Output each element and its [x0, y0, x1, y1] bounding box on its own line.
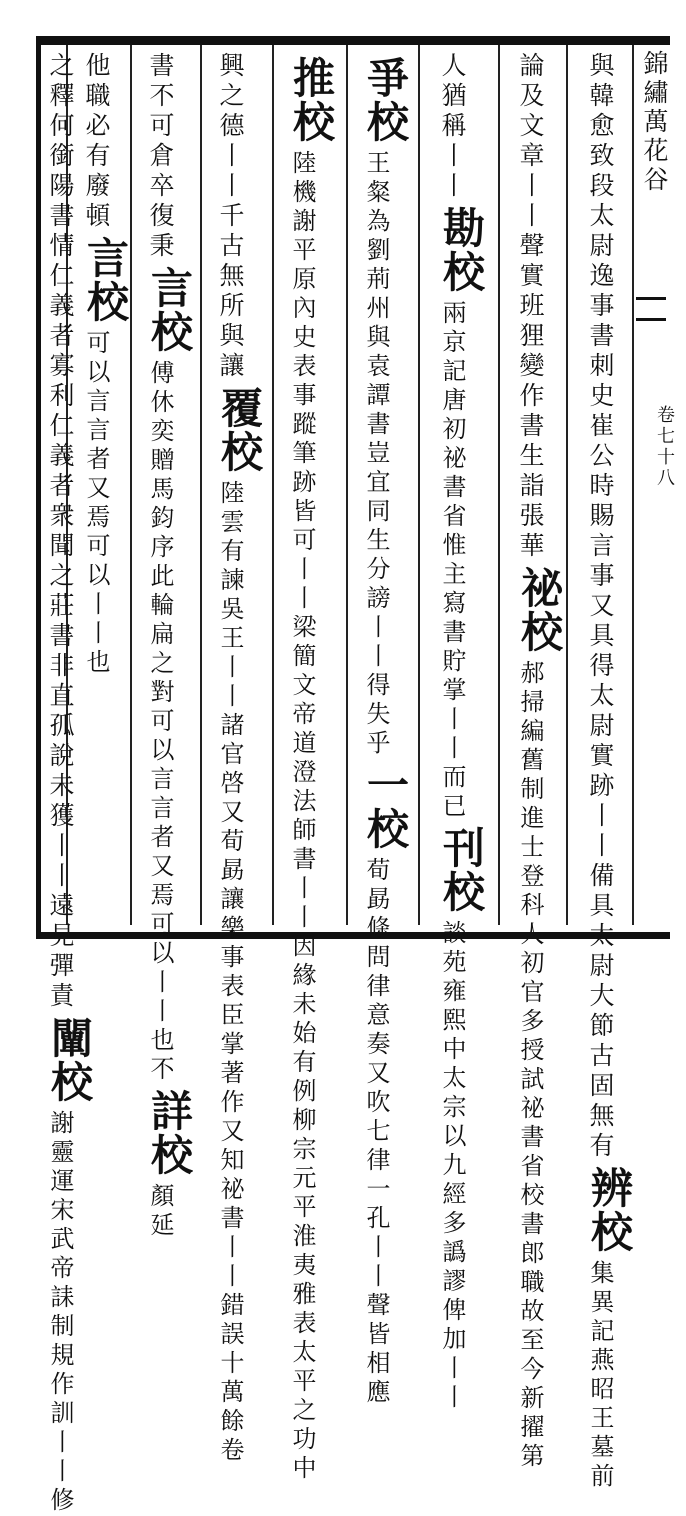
- entry-heading: 祕校: [515, 566, 564, 654]
- column-text: 荀勗條問律意奏又吹七律一孔丨丨聲皆相應: [362, 857, 390, 1408]
- column-rule: [632, 45, 634, 925]
- entry-heading: 爭校: [361, 56, 410, 144]
- column-text: 郝掃編舊制進士登科人初官多授試祕書省校書郎職故至今新擢第: [516, 660, 544, 1472]
- entry-heading: 辨校: [585, 1166, 634, 1254]
- text-column-2: [515, 52, 564, 1472]
- column-rule: [272, 45, 274, 925]
- column-text: 顏延: [146, 1183, 174, 1241]
- column-text: 傅休奕贈馬鈞序此輪扁之對可以言言者又焉可以丨丨也不: [146, 360, 174, 1085]
- text-column-9: [45, 52, 94, 1516]
- text-column-8: [81, 52, 130, 933]
- column-text: 論及文章丨丨聲實班狸變作書生詣張華: [516, 52, 545, 562]
- column-text: 王粲為劉荊州與袁譚書豈宜同生分謗丨丨得失乎: [362, 150, 390, 759]
- column-rule: [130, 45, 132, 925]
- column-text: 興之德丨丨千古無所與讓: [216, 52, 245, 382]
- text-column-4: [361, 52, 410, 1408]
- column-rule: [566, 45, 568, 925]
- entry-heading: 一校: [361, 763, 410, 851]
- text-column-3: [437, 52, 486, 1413]
- text-column-7: [145, 52, 194, 1241]
- entry-heading: 詳校: [145, 1089, 194, 1177]
- column-text: 謝靈運宋武帝誄制規作訓丨丨修: [46, 1110, 74, 1516]
- volume-label: 卷七十八: [654, 405, 675, 489]
- column-text: 書不可倉卒復秉: [146, 52, 175, 262]
- column-text: 與韓愈致段太尉逸事書刺史崔公時賜言事又具得太尉實跡丨丨備具太尉大節古固無有: [586, 52, 615, 1162]
- text-column-6: [215, 52, 264, 1466]
- column-text: 他職必有廢頓: [82, 52, 111, 232]
- column-text: 集異記燕昭王墓前: [586, 1260, 614, 1492]
- entry-heading: 言校: [81, 236, 130, 324]
- text-column-5: [287, 52, 336, 1484]
- book-title: 錦繡萬花谷: [640, 50, 669, 195]
- column-rule: [346, 45, 348, 925]
- column-text: 可以言言者又焉可以丨丨也: [82, 330, 110, 678]
- entry-heading: 闡校: [45, 1016, 94, 1104]
- column-text: 陸機謝平原內史表事蹤筆跡皆可丨丨梁簡文帝道澄法師書丨丨因緣未始有例柳宗元平淮夷雅表太平之功中: [288, 150, 316, 1484]
- entry-heading: 勘校: [437, 206, 486, 294]
- column-rule: [418, 45, 420, 925]
- fishtail-mark: [636, 297, 666, 321]
- column-rule: [200, 45, 202, 925]
- entry-heading: 刊校: [437, 826, 486, 914]
- column-text: 之釋何銜陽書情仁義者寡利仁義者衆聞之莊書非直孤說未獲丨丨遠見彈責: [46, 52, 75, 1012]
- entry-heading: 言校: [145, 266, 194, 354]
- column-text: 談苑雍熙中太宗以九經多譌謬俾加丨丨: [438, 920, 466, 1413]
- entry-heading: 推校: [287, 56, 336, 144]
- text-column-1: [585, 52, 634, 1492]
- column-rule: [498, 45, 500, 925]
- column-text: 兩京記唐初祕書省惟主寫書貯掌丨丨而已: [438, 300, 466, 822]
- column-text: 人猶稱丨丨: [438, 52, 467, 202]
- column-text: 陸雲有諫吳王丨丨諸官啓又荀勗讓樂事表臣掌著作又知祕書丨丨錯誤十萬餘卷: [216, 480, 244, 1466]
- entry-heading: 覆校: [215, 386, 264, 474]
